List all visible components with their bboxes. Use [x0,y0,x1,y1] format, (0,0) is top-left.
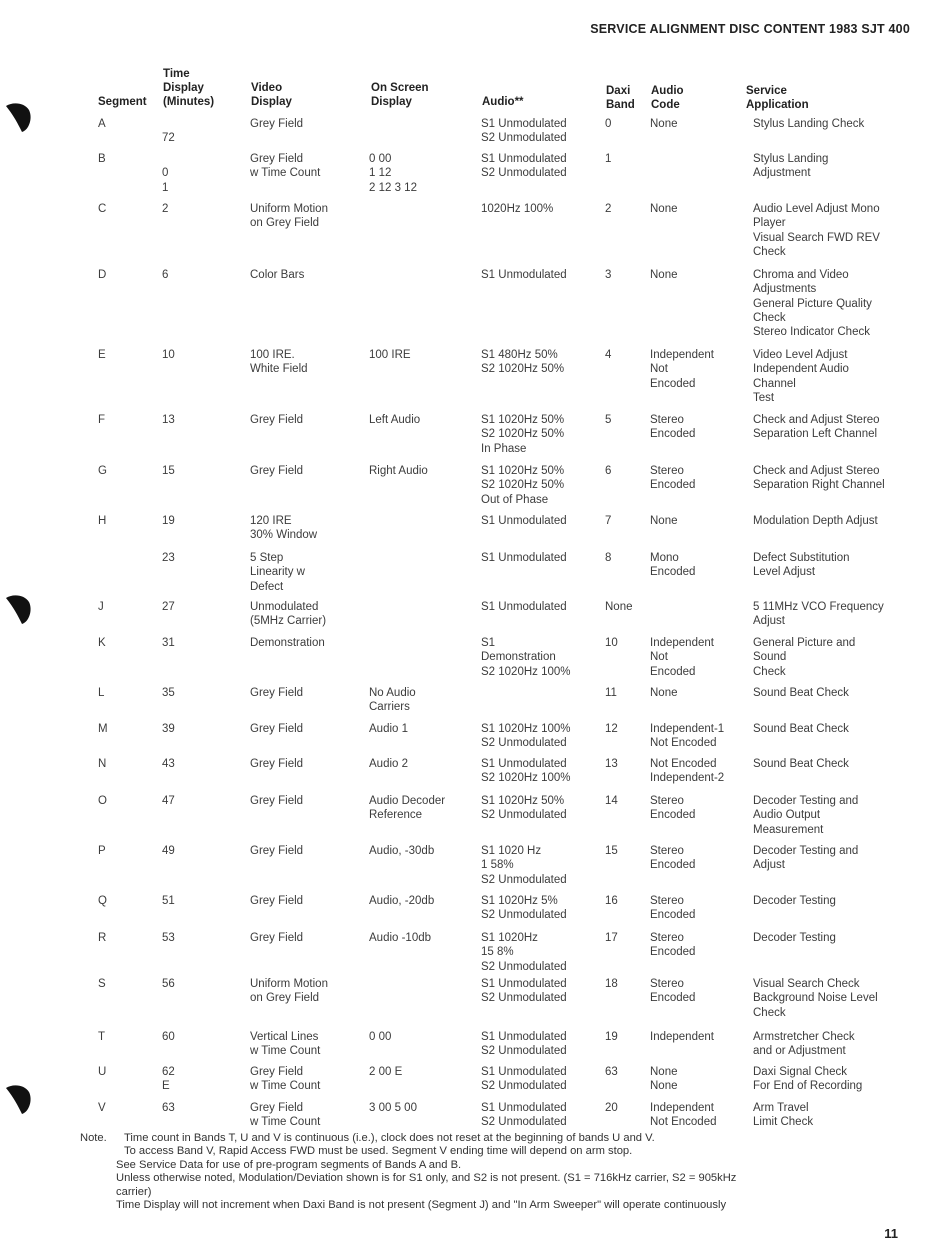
audio-code-cell: Stereo Encoded [650,895,696,922]
audio-code-cell: Independent Not Encoded [650,349,714,390]
video-display-cell: Grey Field [250,932,304,944]
time-cell: 31 [162,637,175,649]
header-video: Video Display [251,82,292,108]
time-cell: 56 [162,978,175,990]
video-display-cell: Grey Field w Time Count [250,153,321,180]
notes [80,1132,920,1212]
audio-code-cell: Independent Not Encoded [650,637,714,678]
audio-code-cell: None [650,203,678,215]
time-cell: 39 [162,723,175,735]
video-display-cell: Unmodulated (5MHz Carrier) [250,601,327,628]
service-application-cell: Armstretcher Check and or Adjustment [753,1031,855,1058]
daxi-band-cell: 0 [605,118,612,130]
on-screen-display-cell: 0 00 1 12 2 12 3 12 [369,153,417,194]
service-application-cell: Decoder Testing [753,895,836,907]
video-display-cell: 120 IRE 30% Window [250,515,318,542]
segment-cell: G [98,465,107,477]
segment-cell: U [98,1066,107,1078]
segment-cell: L [98,687,105,699]
audio-code-cell: Stereo Encoded [650,978,696,1005]
service-application-cell: Sound Beat Check [753,758,849,770]
audio-cell: S1 1020Hz 100% S2 Unmodulated [481,723,571,750]
audio-code-cell: Mono Encoded [650,552,696,579]
audio-cell: 1020Hz 100% [481,203,554,215]
header-segment: Segment [98,96,147,108]
audio-code-cell: None [650,269,678,281]
daxi-band-cell: 8 [605,552,612,564]
audio-code-cell: Stereo Encoded [650,414,696,441]
video-display-cell: Grey Field [250,414,304,426]
audio-cell: S1 Unmodulated S2 Unmodulated [481,1066,567,1093]
on-screen-display-cell: Audio, -20db [369,895,435,907]
on-screen-display-cell: No Audio Carriers [369,687,416,714]
audio-code-cell: Stereo Encoded [650,795,696,822]
segment-cell: K [98,637,106,649]
daxi-band-cell: 19 [605,1031,618,1043]
segment-cell: P [98,845,106,857]
page-number: 11 [884,1226,898,1241]
service-application-cell: Sound Beat Check [753,723,849,735]
punch-hole [2,1082,34,1116]
time-cell: 49 [162,845,175,857]
service-application-cell: Stylus Landing Check [753,118,865,130]
header-code: Audio Code [651,85,684,111]
on-screen-display-cell: 2 00 E [369,1066,403,1078]
note-line: Time Display will not increment when Daxi Band is not present (Segment J) and "In Arm Sweeper" will operate continuously [116,1199,727,1212]
daxi-band-cell: 2 [605,203,612,215]
time-cell: 43 [162,758,175,770]
video-display-cell: Grey Field [250,723,304,735]
note-line: Unless otherwise noted, Modulation/Deviation shown is for S1 only, and S2 is not present. (S1 = 716kHz carrier, S2 = 905kHz [116,1172,737,1185]
audio-cell: S1 Unmodulated S2 Unmodulated [481,118,567,145]
segment-cell: J [98,601,104,613]
audio-cell: S1 1020 Hz 1 58% S2 Unmodulated [481,845,567,886]
time-cell: 19 [162,515,175,527]
header-daxi: Daxi Band [606,85,635,111]
daxi-band-cell: 14 [605,795,618,807]
service-application-cell: Defect Substitution Level Adjust [753,552,850,579]
daxi-band-cell: None [605,601,633,613]
video-display-cell: Grey Field [250,118,304,130]
daxi-band-cell: 16 [605,895,618,907]
audio-code-cell: Independent Not Encoded [650,1102,717,1129]
time-cell: 23 [162,552,175,564]
audio-code-cell: Stereo Encoded [650,845,696,872]
punch-hole [2,100,34,134]
segment-cell: M [98,723,108,735]
daxi-band-cell: 7 [605,515,612,527]
daxi-band-cell: 3 [605,269,612,281]
video-display-cell: Color Bars [250,269,305,281]
on-screen-display-cell: 3 00 5 00 [369,1102,417,1114]
audio-code-cell: Independent [650,1031,714,1043]
video-display-cell: Grey Field w Time Count [250,1066,321,1093]
video-display-cell: Grey Field [250,895,304,907]
audio-cell: S1 Demonstration S2 1020Hz 100% [481,637,571,678]
daxi-band-cell: 17 [605,932,618,944]
service-application-cell: Daxi Signal Check For End of Recording [753,1066,863,1093]
audio-code-cell: None [650,515,678,527]
time-cell: 60 [162,1031,175,1043]
on-screen-display-cell: Audio 2 [369,758,409,770]
time-cell: 63 [162,1102,175,1114]
video-display-cell: Grey Field [250,465,304,477]
segment-cell: H [98,515,107,527]
note-line: To access Band V, Rapid Access FWD must be used. Segment V ending time will depend on arm stop. [124,1145,633,1158]
audio-code-cell: Stereo Encoded [650,465,696,492]
daxi-band-cell: 11 [605,687,617,699]
audio-cell: S1 Unmodulated [481,552,567,564]
audio-code-cell: None [650,687,678,699]
on-screen-display-cell: Audio, -30db [369,845,435,857]
service-application-cell: General Picture and Sound Check [753,637,856,678]
segment-cell: D [98,269,107,281]
segment-cell: A [98,118,106,130]
on-screen-display-cell: 100 IRE [369,349,411,361]
audio-code-cell: Stereo Encoded [650,932,696,959]
page-title: SERVICE ALIGNMENT DISC CONTENT 1983 SJT 400 [590,22,910,36]
on-screen-display-cell: Audio 1 [369,723,409,735]
punch-hole [2,592,34,626]
video-display-cell: 5 Step Linearity w Defect [250,552,305,593]
audio-cell: S1 Unmodulated [481,269,567,281]
video-display-cell: Grey Field [250,845,304,857]
daxi-band-cell: 18 [605,978,618,990]
service-application-cell: Stylus Landing Adjustment [753,153,829,180]
segment-cell: T [98,1031,106,1043]
time-cell: 72 [162,132,175,145]
time-cell: 13 [162,414,175,426]
note-line: carrier) [116,1185,152,1198]
audio-cell: S1 Unmodulated S2 Unmodulated [481,153,567,180]
audio-code-cell: None None [650,1066,678,1093]
segment-cell: Q [98,895,107,907]
segment-cell: B [98,153,106,165]
time-cell: 35 [162,687,175,699]
segment-cell: F [98,414,106,426]
service-application-cell: Video Level Adjust Independent Audio Channel Test [753,349,849,404]
header-service: Service Application [746,85,809,111]
audio-cell: S1 Unmodulated S2 Unmodulated [481,1102,567,1129]
on-screen-display-cell: 0 00 [369,1031,392,1043]
time-cell: 51 [162,895,175,907]
time-cell: 10 [162,349,175,361]
daxi-band-cell: 13 [605,758,618,770]
audio-cell: S1 1020Hz 50% S2 1020Hz 50% Out of Phase [481,465,565,506]
service-application-cell: Sound Beat Check [753,687,849,699]
video-display-cell: Grey Field w Time Count [250,1102,321,1129]
time-cell: 62 E [162,1066,175,1093]
header-osd: On Screen Display [371,82,429,108]
service-application-cell: Chroma and Video Adjustments General Picture Quality Check Stereo Indicator Check [753,269,872,339]
audio-cell: S1 1020Hz 50% S2 1020Hz 50% In Phase [481,414,565,455]
audio-cell: S1 Unmodulated S2 1020Hz 100% [481,758,571,785]
on-screen-display-cell: Right Audio [369,465,428,477]
audio-cell: S1 1020Hz 5% S2 Unmodulated [481,895,567,922]
time-cell: 15 [162,465,175,477]
segment-cell: R [98,932,107,944]
time-cell: 47 [162,795,175,807]
segment-cell: O [98,795,107,807]
audio-cell: S1 1020Hz 15 8% S2 Unmodulated [481,932,567,973]
header-time: Time Display (Minutes) [163,68,215,108]
service-application-cell: Decoder Testing and Adjust [753,845,859,872]
service-application-cell: Decoder Testing and Audio Output Measurement [753,795,859,836]
segment-cell: V [98,1102,106,1114]
service-application-cell: Check and Adjust Stereo Separation Left Channel [753,414,880,441]
daxi-band-cell: 1 [605,153,612,165]
daxi-band-cell: 6 [605,465,612,477]
audio-code-cell: None [650,118,678,130]
segment-cell: C [98,203,107,215]
time-cell: 27 [162,601,175,613]
on-screen-display-cell: Audio Decoder Reference [369,795,446,822]
time-cell: 6 [162,269,169,281]
video-display-cell: Vertical Lines w Time Count [250,1031,321,1058]
video-display-cell: Demonstration [250,637,325,649]
segment-cell: E [98,349,106,361]
note-line: Time count in Bands T, U and V is continuous (i.e.), clock does not reset at the beginning of bands U and V. [124,1132,655,1144]
time-cell: 2 [162,203,169,215]
service-application-cell: Check and Adjust Stereo Separation Right Channel [753,465,885,492]
segment-cell: S [98,978,106,990]
daxi-band-cell: 12 [605,723,618,735]
service-application-cell: Modulation Depth Adjust [753,515,878,527]
daxi-band-cell: 5 [605,414,612,426]
daxi-band-cell: 15 [605,845,618,857]
time-cell: 0 1 [162,167,169,194]
audio-cell: S1 Unmodulated S2 Unmodulated [481,978,567,1005]
service-application-cell: 5 11MHz VCO Frequency Adjust [753,601,884,628]
video-display-cell: Uniform Motion on Grey Field [250,203,328,230]
video-display-cell: 100 IRE. White Field [250,349,308,376]
video-display-cell: Grey Field [250,758,304,770]
service-application-cell: Decoder Testing [753,932,836,944]
on-screen-display-cell: Left Audio [369,414,421,426]
daxi-band-cell: 20 [605,1102,618,1114]
audio-code-cell: Not Encoded Independent-2 [650,758,725,785]
time-cell: 53 [162,932,175,944]
audio-cell: S1 480Hz 50% S2 1020Hz 50% [481,349,565,376]
note-label: Note. [80,1132,107,1144]
note-line: See Service Data for use of pre-program segments of Bands A and B. [116,1158,462,1171]
daxi-band-cell: 63 [605,1066,618,1078]
header-audio: Audio** [482,96,524,108]
service-application-cell: Audio Level Adjust Mono Player Visual Search FWD REV Check [753,203,880,258]
video-display-cell: Uniform Motion on Grey Field [250,978,328,1005]
audio-cell: S1 Unmodulated S2 Unmodulated [481,1031,567,1058]
audio-cell: S1 1020Hz 50% S2 Unmodulated [481,795,567,822]
on-screen-display-cell: Audio -10db [369,932,432,944]
segment-cell: N [98,758,107,770]
service-application-cell: Arm Travel Limit Check [753,1102,814,1129]
audio-cell: S1 Unmodulated [481,601,567,613]
daxi-band-cell: 10 [605,637,618,649]
service-application-cell: Visual Search Check Background Noise Level Check [753,978,878,1019]
video-display-cell: Grey Field [250,687,304,699]
audio-cell: S1 Unmodulated [481,515,567,527]
daxi-band-cell: 4 [605,349,612,361]
video-display-cell: Grey Field [250,795,304,807]
audio-code-cell: Independent-1 Not Encoded [650,723,725,750]
